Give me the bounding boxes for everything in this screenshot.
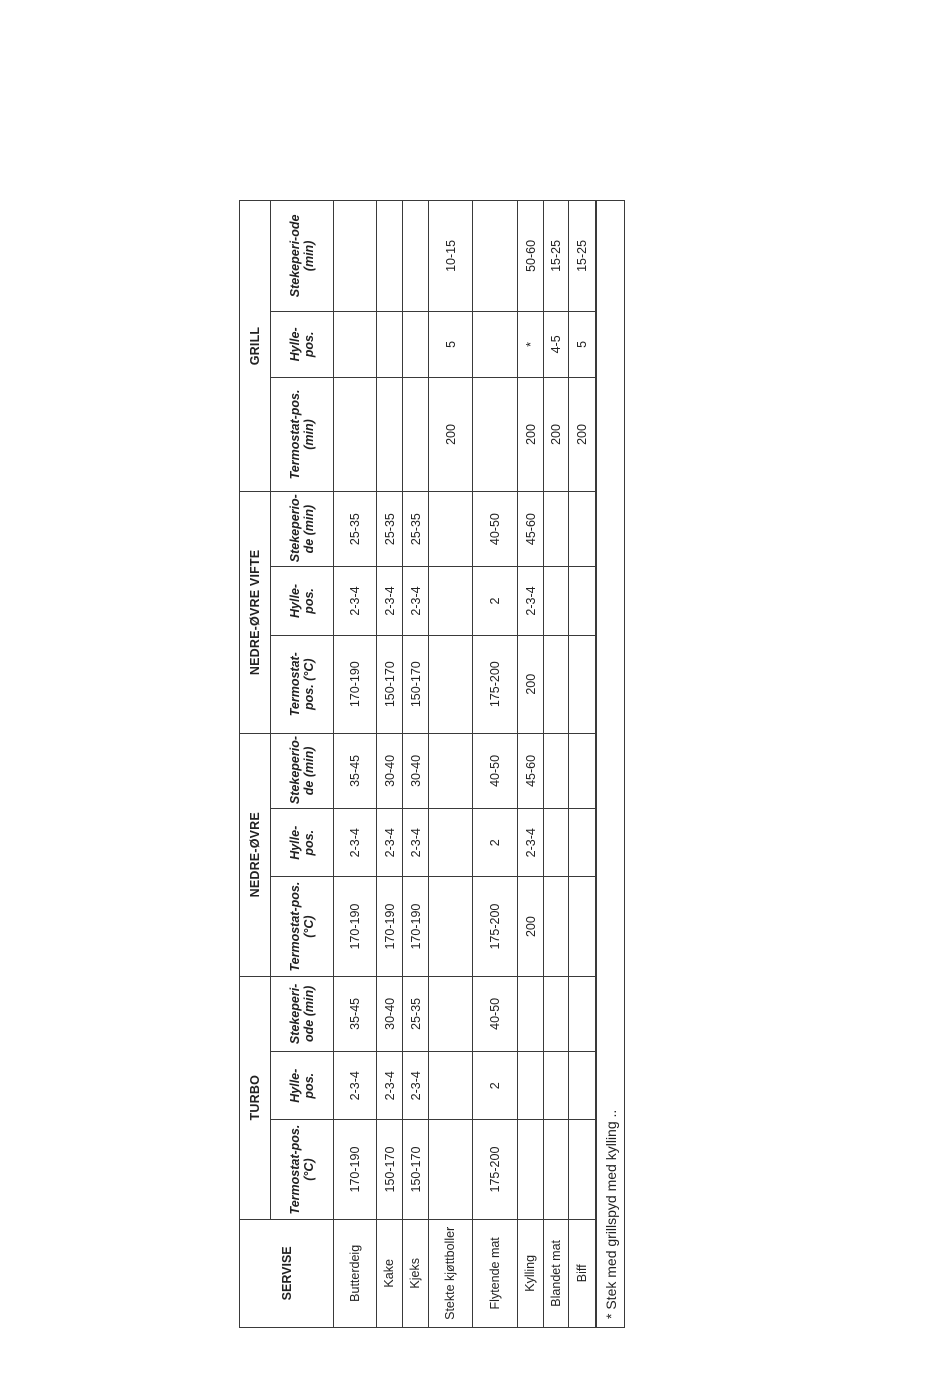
table-row: [473, 201, 518, 1328]
table-cell: 40-50: [473, 976, 518, 1051]
table-cell: 2: [473, 1052, 518, 1120]
table-row: [544, 201, 569, 1328]
table-cell: [569, 976, 596, 1051]
row-label: Stekte kjøttboller: [429, 1219, 473, 1327]
column-header: Hylle-pos.: [271, 1052, 334, 1120]
column-header: Stekeperi-ode (min): [271, 201, 334, 312]
table-cell: 2-3-4: [377, 567, 403, 635]
table-cell: 200: [544, 377, 569, 491]
table-cell: [429, 491, 473, 566]
row-label: Butterdeig: [334, 1219, 377, 1327]
table-cell: 30-40: [377, 976, 403, 1051]
table-cell: [429, 1052, 473, 1120]
table-cell: [429, 567, 473, 635]
table-cell: [544, 491, 569, 566]
column-header: Stekeperi-ode (min): [271, 976, 334, 1051]
table-cell: [569, 733, 596, 808]
table-cell: 200: [518, 377, 544, 491]
group-header-nedre-ovre-vifte: NEDRE-ØVRE VIFTE: [240, 491, 271, 733]
table-cell: 2-3-4: [518, 809, 544, 877]
column-header: Hylle-pos.: [271, 567, 334, 635]
table-cell: 200: [569, 377, 596, 491]
table-cell: 200: [518, 877, 544, 976]
table-cell: [429, 635, 473, 733]
table-cell: 40-50: [473, 733, 518, 808]
row-label: Blandet mat: [544, 1219, 569, 1327]
column-header: Stekeperio-de (min): [271, 733, 334, 808]
table-cell: [544, 809, 569, 877]
table-cell: [544, 733, 569, 808]
table-cell: 200: [429, 377, 473, 491]
footnote-text: * Stek med grillspyd med kylling ..: [603, 1109, 619, 1319]
table-cell: 2-3-4: [377, 809, 403, 877]
table-cell: 30-40: [403, 733, 429, 808]
table-cell: 2-3-4: [377, 1052, 403, 1120]
table-cell: 2-3-4: [403, 567, 429, 635]
table-cell: 35-45: [334, 733, 377, 808]
group-header-turbo: TURBO: [240, 976, 271, 1219]
table-cell: 40-50: [473, 491, 518, 566]
table-cell: [403, 201, 429, 312]
table-cell: 2-3-4: [518, 567, 544, 635]
table-cell: [377, 377, 403, 491]
table-cell: 175-200: [473, 877, 518, 976]
column-header: Termostat-pos. (°C): [271, 877, 334, 976]
table-cell: 170-190: [377, 877, 403, 976]
table-cell: 150-170: [377, 635, 403, 733]
table-cell: [429, 976, 473, 1051]
table-cell: [403, 311, 429, 377]
table-cell: [569, 567, 596, 635]
table-cell: 170-190: [403, 877, 429, 976]
row-label: Flytende mat: [473, 1219, 518, 1327]
table-cell: [569, 809, 596, 877]
table-cell: 25-35: [377, 491, 403, 566]
table-row: [403, 201, 429, 1328]
table-cell: 2-3-4: [403, 809, 429, 877]
column-header: Termostat-pos. (min): [271, 377, 334, 491]
table-cell: [544, 877, 569, 976]
sub-header-row: [271, 201, 334, 1328]
table-row: [334, 201, 377, 1328]
table-cell: [429, 809, 473, 877]
table-cell: 25-35: [334, 491, 377, 566]
table-cell: 45-60: [518, 733, 544, 808]
table-cell: [544, 567, 569, 635]
column-header: Termostat-pos. (°C): [271, 635, 334, 733]
table-cell: [544, 635, 569, 733]
servise-header: SERVISE: [240, 1219, 334, 1327]
table-cell: [429, 733, 473, 808]
table-cell: [544, 1052, 569, 1120]
table-cell: 2-3-4: [334, 567, 377, 635]
column-header: Termostat-pos. (°C): [271, 1120, 334, 1219]
group-header-nedre-ovre: NEDRE-ØVRE: [240, 733, 271, 976]
table-row: [569, 201, 596, 1328]
table-cell: [473, 377, 518, 491]
table-cell: [569, 1120, 596, 1219]
column-header: Hylle-pos.: [271, 311, 334, 377]
group-header-grill: GRILL: [240, 201, 271, 492]
table-cell: 2-3-4: [334, 1052, 377, 1120]
table-cell: [569, 491, 596, 566]
row-label: Kylling: [518, 1219, 544, 1327]
table-cell: [403, 377, 429, 491]
table-cell: [518, 976, 544, 1051]
table-cell: 45-60: [518, 491, 544, 566]
table-cell: 5: [569, 311, 596, 377]
table-cell: 150-170: [403, 1120, 429, 1219]
table-cell: [473, 201, 518, 312]
table-cell: 50-60: [518, 201, 544, 312]
table-cell: [569, 635, 596, 733]
rotated-table-container: [239, 200, 628, 1328]
table-cell: [334, 311, 377, 377]
table-row: [377, 201, 403, 1328]
table-cell: 175-200: [473, 635, 518, 733]
table-cell: [377, 201, 403, 312]
table-cell: 2: [473, 809, 518, 877]
group-header-row: [240, 201, 271, 1328]
column-header: Stekeperio-de (min): [271, 491, 334, 566]
table-cell: 4-5: [544, 311, 569, 377]
table-cell: 30-40: [377, 733, 403, 808]
table-cell: 170-190: [334, 635, 377, 733]
table-cell: 2: [473, 567, 518, 635]
row-label: Kake: [377, 1219, 403, 1327]
row-label: Biff: [569, 1219, 596, 1327]
table-cell: 2-3-4: [334, 809, 377, 877]
table-cell: 10-15: [429, 201, 473, 312]
table-cell: [544, 976, 569, 1051]
table-cell: 15-25: [569, 201, 596, 312]
table-cell: [569, 1052, 596, 1120]
table-cell: 170-190: [334, 1120, 377, 1219]
table-cell: [334, 377, 377, 491]
table-cell: 15-25: [544, 201, 569, 312]
table-cell: [569, 877, 596, 976]
table-cell: 150-170: [377, 1120, 403, 1219]
table-row: [518, 201, 544, 1328]
table-cell: [334, 201, 377, 312]
column-header: Hylle-pos.: [271, 809, 334, 877]
table-cell: [377, 311, 403, 377]
table-cell: 35-45: [334, 976, 377, 1051]
table-cell: [429, 1120, 473, 1219]
table-cell: 170-190: [334, 877, 377, 976]
table-head: [240, 201, 334, 1328]
table-cell: [473, 311, 518, 377]
row-label: Kjeks: [403, 1219, 429, 1327]
table-cell: [429, 877, 473, 976]
table-cell: [518, 1120, 544, 1219]
cooking-table: [239, 200, 596, 1328]
table-cell: *: [518, 311, 544, 377]
table-cell: 150-170: [403, 635, 429, 733]
table-row: [429, 201, 473, 1328]
table-cell: 2-3-4: [403, 1052, 429, 1120]
table-cell: 5: [429, 311, 473, 377]
footnote: [595, 200, 625, 1328]
table-cell: [518, 1052, 544, 1120]
table-cell: 175-200: [473, 1120, 518, 1219]
table-cell: [544, 1120, 569, 1219]
table-cell: 25-35: [403, 491, 429, 566]
table-cell: 25-35: [403, 976, 429, 1051]
table-body: [334, 201, 596, 1328]
table-cell: 200: [518, 635, 544, 733]
